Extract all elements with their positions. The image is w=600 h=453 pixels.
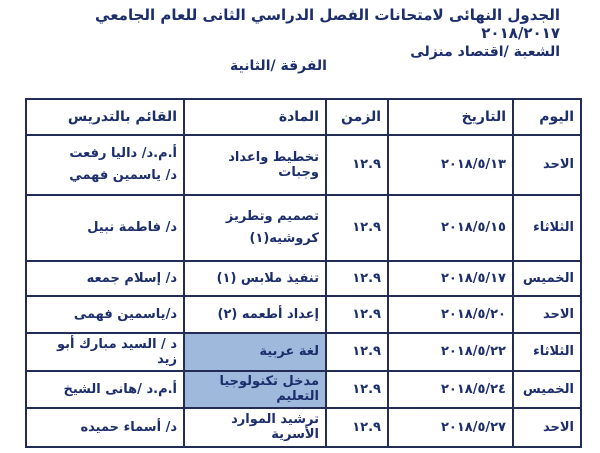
teacher-name-2: د/ ياسمين فهمي	[69, 167, 177, 183]
date-cell: ٢٠١٨/٥/٢٢	[388, 333, 513, 370]
teacher-cell: د/ فاطمة نبيل	[26, 195, 184, 261]
day-cell: الثلاثاء	[513, 333, 581, 370]
date-cell: ٢٠١٨/٥/١٥	[388, 195, 513, 261]
subject-cell: لغة عربية	[184, 333, 326, 370]
header-subject: المادة	[184, 99, 326, 135]
table-row	[26, 135, 581, 195]
teacher-name: أ.م.د/ داليا رفعت	[69, 145, 177, 161]
time-cell: ١٢.٩	[326, 371, 388, 408]
teacher-cell: د/ياسمين فهمى	[26, 296, 184, 333]
time-cell: ١٢.٩	[326, 195, 388, 261]
header-teacher: القائم بالتدريس	[26, 99, 184, 135]
date-cell: ٢٠١٨/٥/٢٠	[388, 296, 513, 333]
day-cell: الخميس	[513, 261, 581, 296]
table-row	[26, 371, 581, 408]
subject-cell: مدخل تكنولوجيا التعليم	[184, 371, 326, 408]
subject-cell: تخطيط واعداد وجبات	[184, 135, 326, 195]
time-cell: ١٢.٩	[326, 135, 388, 195]
subject-cell	[184, 195, 326, 261]
subject-line: تصميم وتطريز	[225, 208, 319, 224]
header-time: الزمن	[326, 99, 388, 135]
day-cell: الاحد	[513, 408, 581, 447]
time-cell: ١٢.٩	[326, 333, 388, 370]
table-row	[26, 261, 581, 296]
subject-cell: تنفيذ ملابس (١)	[184, 261, 326, 296]
teacher-cell	[26, 135, 184, 195]
subject-cell: إعداد أطعمه (٢)	[184, 296, 326, 333]
time-cell: ١٢.٩	[326, 261, 388, 296]
day-cell: الاحد	[513, 296, 581, 333]
header-date: التاريخ	[388, 99, 513, 135]
date-cell: ٢٠١٨/٥/١٧	[388, 261, 513, 296]
table-row	[26, 408, 581, 447]
day-cell: الاحد	[513, 135, 581, 195]
table-row	[26, 296, 581, 333]
date-cell: ٢٠١٨/٥/٢٧	[388, 408, 513, 447]
teacher-cell: د / السيد مبارك أبو زيد	[26, 333, 184, 370]
table-header-row	[26, 99, 581, 135]
header-day: اليوم	[513, 99, 581, 135]
date-cell: ٢٠١٨/٥/١٣	[388, 135, 513, 195]
level-label: الفرقة /الثانية	[230, 58, 327, 74]
exam-schedule-table	[25, 98, 582, 448]
teacher-cell: أ.م.د /هانى الشيخ	[26, 371, 184, 408]
subject-line-2: كروشيه(١)	[249, 230, 319, 246]
table-row	[26, 195, 581, 261]
date-cell: ٢٠١٨/٥/٢٤	[388, 371, 513, 408]
teacher-cell: د/ أسماء حميده	[26, 408, 184, 447]
time-cell: ١٢.٩	[326, 296, 388, 333]
table-row	[26, 333, 581, 370]
subject-cell: ترشيد الموارد الأسرية	[184, 408, 326, 447]
day-cell: الخميس	[513, 371, 581, 408]
day-cell: الثلاثاء	[513, 195, 581, 261]
time-cell: ١٢.٩	[326, 408, 388, 447]
division-label: الشعبة /اقتصاد منزلى	[410, 44, 560, 60]
document-title: الجدول النهائى لامتحانات الفصل الدراسي الثانى للعام الجامعي ٢٠١٨/٢٠١٧	[95, 6, 560, 42]
subtitle-line	[230, 44, 560, 74]
teacher-cell: د/ إسلام جمعه	[26, 261, 184, 296]
